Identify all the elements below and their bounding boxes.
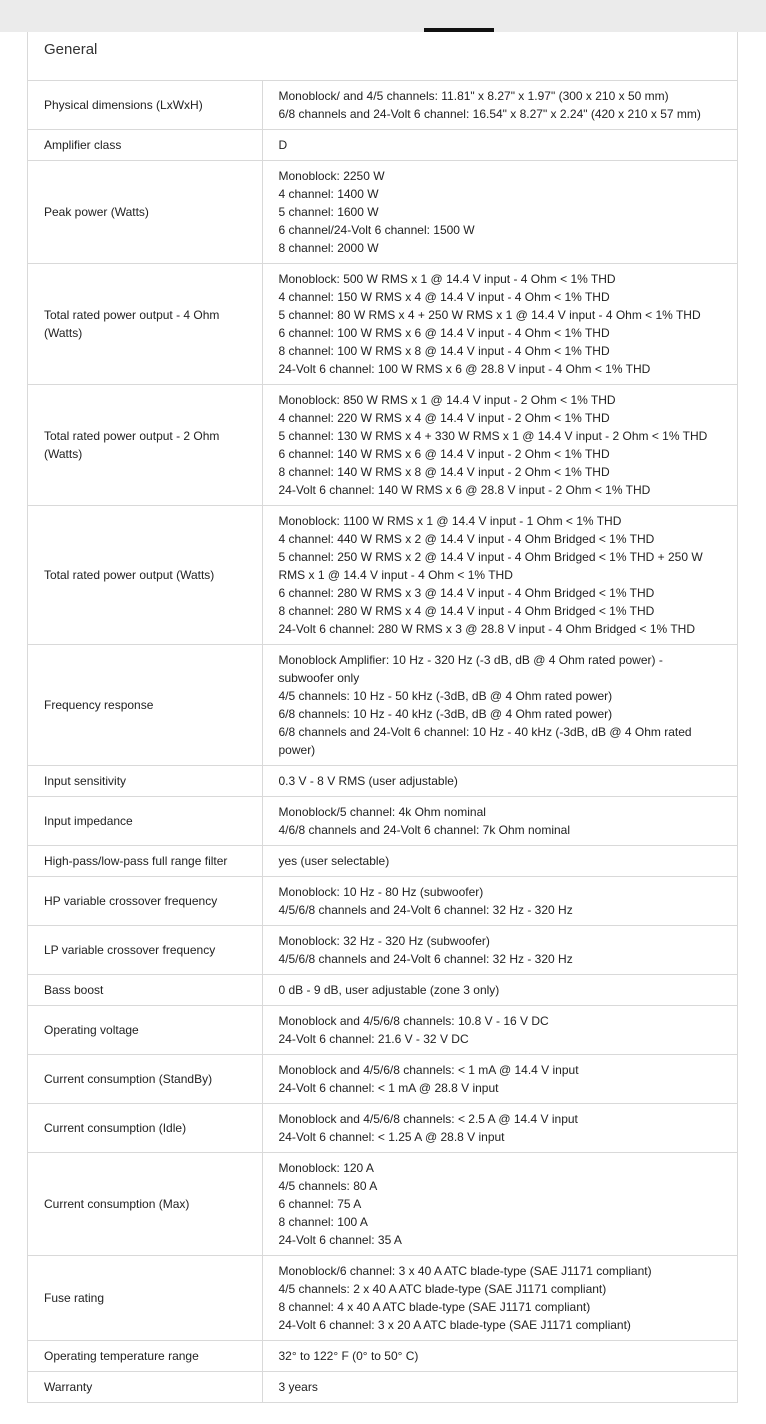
- spec-value: [262, 846, 737, 877]
- spec-value-line: 24-Volt 6 channel: 280 W RMS x 3 @ 28.8 V input - 4 Ohm Bridged < 1% THD: [278, 622, 695, 636]
- spec-value-line: 5 channel: 80 W RMS x 4 + 250 W RMS x 1 @ 14.4 V input - 4 Ohm < 1% THD: [278, 308, 701, 322]
- spec-value-line: 24-Volt 6 channel: 100 W RMS x 6 @ 28.8 V input - 4 Ohm < 1% THD: [278, 362, 651, 376]
- spec-value: [262, 130, 737, 161]
- spec-value: [262, 1153, 737, 1256]
- spec-value-line: 4/5/6/8 channels and 24-Volt 6 channel: 32 Hz - 320 Hz: [278, 903, 573, 917]
- spec-value-line: 8 channel: 140 W RMS x 8 @ 14.4 V input - 2 Ohm < 1% THD: [278, 465, 610, 479]
- spec-value: [262, 975, 737, 1006]
- spec-value-line: Monoblock: 2250 W: [278, 169, 385, 183]
- spec-label: Physical dimensions (LxWxH): [28, 81, 262, 130]
- spec-label: Current consumption (StandBy): [28, 1055, 262, 1104]
- spec-value-line: 8 channel: 4 x 40 A ATC blade-type (SAE J1171 compliant): [278, 1300, 591, 1314]
- spec-value-line: 24-Volt 6 channel: 35 A: [278, 1233, 402, 1247]
- spec-value: [262, 161, 737, 264]
- spec-label: Current consumption (Max): [28, 1153, 262, 1256]
- spec-row: [28, 81, 737, 130]
- spec-value: [262, 766, 737, 797]
- spec-value-line: 24-Volt 6 channel: < 1 mA @ 28.8 V input: [278, 1081, 499, 1095]
- spec-value: [262, 264, 737, 385]
- specs-panel: [27, 32, 738, 1403]
- spec-label: Current consumption (Idle): [28, 1104, 262, 1153]
- spec-value-line: 3 years: [278, 1380, 318, 1394]
- spec-label: Total rated power output - 2 Ohm (Watts): [28, 385, 262, 506]
- spec-row: [28, 975, 737, 1006]
- spec-value-line: 8 channel: 2000 W: [278, 241, 379, 255]
- spec-value-line: Monoblock/6 channel: 3 x 40 A ATC blade-type (SAE J1171 compliant): [278, 1264, 652, 1278]
- spec-row: [28, 1006, 737, 1055]
- spec-row: [28, 1104, 737, 1153]
- spec-value-line: 4 channel: 440 W RMS x 2 @ 14.4 V input - 4 Ohm Bridged < 1% THD: [278, 532, 655, 546]
- spec-label: Input sensitivity: [28, 766, 262, 797]
- spec-value: [262, 1104, 737, 1153]
- spec-row: [28, 385, 737, 506]
- spec-value: [262, 81, 737, 130]
- spec-value-line: 6 channel: 75 A: [278, 1197, 362, 1211]
- spec-value: [262, 1006, 737, 1055]
- spec-row: [28, 926, 737, 975]
- spec-label: Amplifier class: [28, 130, 262, 161]
- section-title: General: [28, 32, 737, 81]
- spec-value-line: 6/8 channels and 24-Volt 6 channel: 16.54" x 8.27" x 2.24" (420 x 210 x 57 mm): [278, 107, 701, 121]
- spec-label: High-pass/low-pass full range filter: [28, 846, 262, 877]
- spec-value: [262, 506, 737, 645]
- spec-value-line: 6 channel: 140 W RMS x 6 @ 14.4 V input - 2 Ohm < 1% THD: [278, 447, 610, 461]
- spec-value-line: Monoblock: 1100 W RMS x 1 @ 14.4 V input - 1 Ohm < 1% THD: [278, 514, 622, 528]
- spec-row: [28, 264, 737, 385]
- spec-value-line: Monoblock and 4/5/6/8 channels: 10.8 V - 16 V DC: [278, 1014, 549, 1028]
- spec-value: [262, 877, 737, 926]
- spec-value: [262, 1341, 737, 1372]
- spec-row: [28, 846, 737, 877]
- spec-label: Input impedance: [28, 797, 262, 846]
- spec-value-line: 4/6/8 channels and 24-Volt 6 channel: 7k Ohm nominal: [278, 823, 571, 837]
- spec-value: [262, 797, 737, 846]
- spec-row: [28, 1256, 737, 1341]
- spec-value-line: 4 channel: 150 W RMS x 4 @ 14.4 V input - 4 Ohm < 1% THD: [278, 290, 610, 304]
- spec-value-line: yes (user selectable): [278, 854, 390, 868]
- spec-value-line: 32° to 122° F (0° to 50° C): [278, 1349, 419, 1363]
- spec-value-line: Monoblock: 500 W RMS x 1 @ 14.4 V input - 4 Ohm < 1% THD: [278, 272, 616, 286]
- spec-value: [262, 385, 737, 506]
- spec-value-line: D: [278, 138, 288, 152]
- spec-label: Operating temperature range: [28, 1341, 262, 1372]
- spec-value-line: 6/8 channels and 24-Volt 6 channel: 10 Hz - 40 kHz (-3dB, dB @ 4 Ohm rated power): [278, 725, 692, 757]
- spec-value-line: 4/5 channels: 80 A: [278, 1179, 378, 1193]
- spec-value: [262, 1055, 737, 1104]
- spec-label: Peak power (Watts): [28, 161, 262, 264]
- spec-label: Operating voltage: [28, 1006, 262, 1055]
- spec-value-line: 5 channel: 130 W RMS x 4 + 330 W RMS x 1 @ 14.4 V input - 2 Ohm < 1% THD: [278, 429, 708, 443]
- spec-value-line: 5 channel: 250 W RMS x 2 @ 14.4 V input - 4 Ohm Bridged < 1% THD + 250 W RMS x 1 @ 14.4 V input - 4 Ohm < 1% THD: [278, 550, 703, 582]
- spec-row: [28, 1153, 737, 1256]
- spec-label: Frequency response: [28, 645, 262, 766]
- spec-value: [262, 926, 737, 975]
- spec-row: [28, 797, 737, 846]
- spec-value-line: Monoblock: 850 W RMS x 1 @ 14.4 V input - 2 Ohm < 1% THD: [278, 393, 616, 407]
- spec-label: Bass boost: [28, 975, 262, 1006]
- spec-label: HP variable crossover frequency: [28, 877, 262, 926]
- spec-value-line: 4/5/6/8 channels and 24-Volt 6 channel: 32 Hz - 320 Hz: [278, 952, 573, 966]
- spec-row: [28, 1341, 737, 1372]
- spec-label: LP variable crossover frequency: [28, 926, 262, 975]
- spec-value: [262, 1372, 737, 1403]
- spec-value-line: 5 channel: 1600 W: [278, 205, 379, 219]
- top-tab-bar: [0, 0, 766, 32]
- spec-value: [262, 645, 737, 766]
- spec-value-line: Monoblock/ and 4/5 channels: 11.81" x 8.27" x 1.97" (300 x 210 x 50 mm): [278, 89, 669, 103]
- spec-value: [262, 1256, 737, 1341]
- spec-row: [28, 130, 737, 161]
- spec-value-line: 24-Volt 6 channel: 140 W RMS x 6 @ 28.8 V input - 2 Ohm < 1% THD: [278, 483, 651, 497]
- spec-value-line: 4 channel: 220 W RMS x 4 @ 14.4 V input - 2 Ohm < 1% THD: [278, 411, 610, 425]
- spec-value-line: Monoblock and 4/5/6/8 channels: < 2.5 A @ 14.4 V input: [278, 1112, 578, 1126]
- spec-value-line: 8 channel: 100 W RMS x 8 @ 14.4 V input - 4 Ohm < 1% THD: [278, 344, 610, 358]
- spec-value-line: Monoblock/5 channel: 4k Ohm nominal: [278, 805, 486, 819]
- spec-value-line: 4/5 channels: 10 Hz - 50 kHz (-3dB, dB @ 4 Ohm rated power): [278, 689, 613, 703]
- spec-value-line: 6 channel/24-Volt 6 channel: 1500 W: [278, 223, 475, 237]
- specs-table: [28, 81, 737, 1403]
- spec-label: Fuse rating: [28, 1256, 262, 1341]
- spec-row: [28, 766, 737, 797]
- spec-value-line: 8 channel: 100 A: [278, 1215, 368, 1229]
- spec-value-line: Monoblock: 10 Hz - 80 Hz (subwoofer): [278, 885, 484, 899]
- spec-label: Warranty: [28, 1372, 262, 1403]
- spec-value-line: Monoblock: 32 Hz - 320 Hz (subwoofer): [278, 934, 490, 948]
- spec-value-line: Monoblock and 4/5/6/8 channels: < 1 mA @ 14.4 V input: [278, 1063, 579, 1077]
- spec-row: [28, 645, 737, 766]
- spec-label: Total rated power output - 4 Ohm (Watts): [28, 264, 262, 385]
- spec-value-line: 24-Volt 6 channel: 3 x 20 A ATC blade-type (SAE J1171 compliant): [278, 1318, 631, 1332]
- spec-value-line: 24-Volt 6 channel: 21.6 V - 32 V DC: [278, 1032, 469, 1046]
- spec-row: [28, 1055, 737, 1104]
- spec-value-line: 8 channel: 280 W RMS x 4 @ 14.4 V input - 4 Ohm Bridged < 1% THD: [278, 604, 655, 618]
- spec-row: [28, 1372, 737, 1403]
- spec-value-line: Monoblock: 120 A: [278, 1161, 374, 1175]
- spec-value-line: 0.3 V - 8 V RMS (user adjustable): [278, 774, 458, 788]
- spec-row: [28, 506, 737, 645]
- spec-label: Total rated power output (Watts): [28, 506, 262, 645]
- spec-value-line: 6/8 channels: 10 Hz - 40 kHz (-3dB, dB @ 4 Ohm rated power): [278, 707, 613, 721]
- spec-value-line: 6 channel: 280 W RMS x 3 @ 14.4 V input - 4 Ohm Bridged < 1% THD: [278, 586, 655, 600]
- spec-value-line: 4 channel: 1400 W: [278, 187, 379, 201]
- spec-row: [28, 161, 737, 264]
- spec-value-line: 6 channel: 100 W RMS x 6 @ 14.4 V input - 4 Ohm < 1% THD: [278, 326, 610, 340]
- spec-value-line: 0 dB - 9 dB, user adjustable (zone 3 only): [278, 983, 500, 997]
- spec-value-line: 24-Volt 6 channel: < 1.25 A @ 28.8 V input: [278, 1130, 505, 1144]
- spec-value-line: Monoblock Amplifier: 10 Hz - 320 Hz (-3 dB, dB @ 4 Ohm rated power) - subwoofer only: [278, 653, 663, 685]
- spec-row: [28, 877, 737, 926]
- spec-value-line: 4/5 channels: 2 x 40 A ATC blade-type (SAE J1171 compliant): [278, 1282, 607, 1296]
